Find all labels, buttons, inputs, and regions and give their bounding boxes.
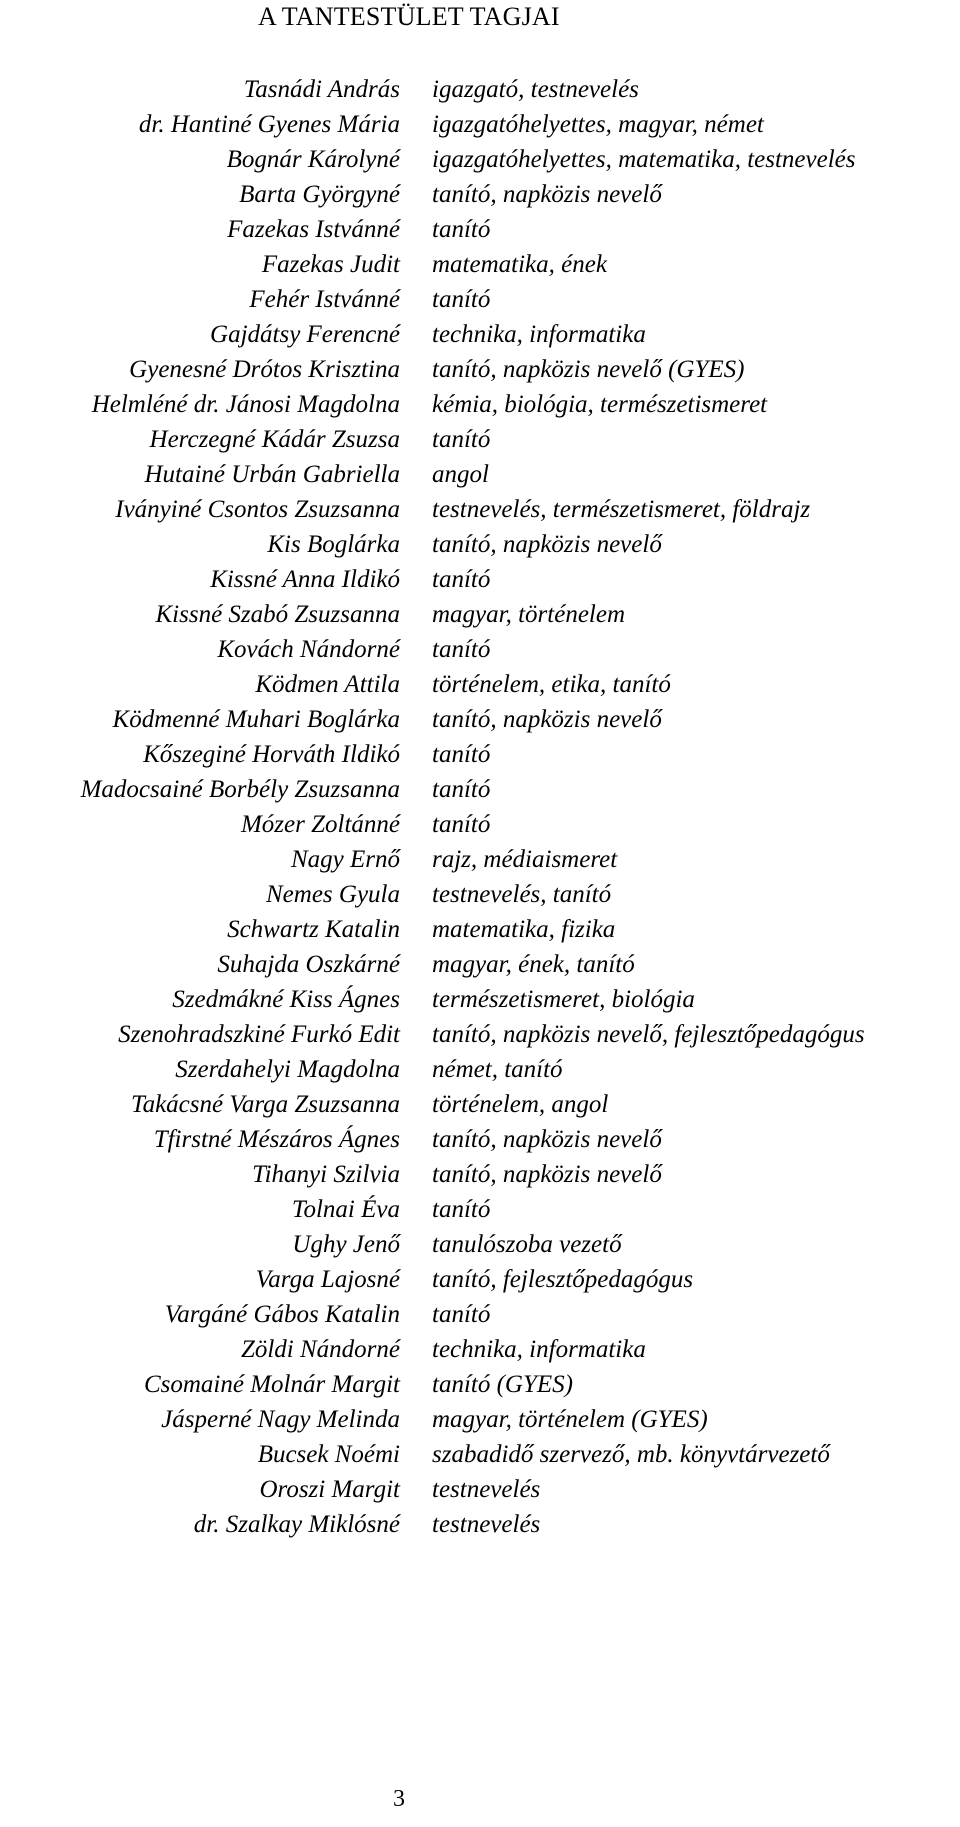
staff-row: [0, 632, 960, 667]
staff-name: Ughy Jenő: [292, 1231, 400, 1258]
staff-name: dr. Hantiné Gyenes Mária: [138, 111, 400, 138]
staff-name: Nemes Gyula: [266, 881, 400, 908]
staff-role: testnevelés, természetismeret, földrajz: [432, 496, 811, 523]
staff-row: [0, 842, 960, 877]
staff-role: tanító, fejlesztőpedagógus: [432, 1266, 694, 1293]
staff-role: kémia, biológia, természetismeret: [432, 391, 768, 418]
staff-name: Tasnádi András: [243, 76, 400, 103]
staff-row: [0, 912, 960, 947]
staff-name: Gajdátsy Ferencné: [210, 321, 400, 348]
staff-role: igazgató, testnevelés: [432, 76, 639, 103]
staff-role: tanító: [432, 426, 491, 453]
staff-name: Kissné Szabó Zsuzsanna: [155, 601, 400, 628]
staff-row: [0, 1262, 960, 1297]
staff-role: tanító: [432, 1301, 491, 1328]
staff-row: [0, 492, 960, 527]
staff-role: tanító, napközis nevelő: [432, 181, 662, 208]
staff-row: [0, 1157, 960, 1192]
staff-row: [0, 387, 960, 422]
staff-name: Schwartz Katalin: [227, 916, 400, 943]
staff-role: testnevelés: [432, 1511, 541, 1538]
staff-role: tanító: [432, 811, 491, 838]
staff-row: [0, 562, 960, 597]
staff-row: [0, 1437, 960, 1472]
staff-name: dr. Szalkay Miklósné: [193, 1511, 400, 1538]
staff-name: Suhajda Oszkárné: [217, 951, 400, 978]
staff-name: Fazekas Istvánné: [227, 216, 400, 243]
staff-role: testnevelés, tanító: [432, 881, 612, 908]
staff-role: tanító: [432, 566, 491, 593]
staff-row: [0, 947, 960, 982]
staff-row: [0, 177, 960, 212]
staff-role: tanító: [432, 776, 491, 803]
staff-name: Iványiné Csontos Zsuzsanna: [115, 496, 400, 523]
staff-row: [0, 982, 960, 1017]
staff-name: Szenohradszkiné Furkó Edit: [118, 1021, 400, 1048]
staff-role: magyar, ének, tanító: [432, 951, 635, 978]
staff-role: technika, informatika: [432, 1336, 646, 1363]
staff-role: szabadidő szervező, mb. könyvtárvezető: [432, 1441, 830, 1468]
staff-row: [0, 282, 960, 317]
staff-row: [0, 877, 960, 912]
staff-name: Mózer Zoltánné: [240, 811, 400, 838]
staff-name: Nagy Ernő: [290, 846, 400, 873]
staff-role: tanító: [432, 286, 491, 313]
staff-role: rajz, médiaismeret: [432, 846, 618, 873]
staff-row: [0, 317, 960, 352]
staff-role: történelem, angol: [432, 1091, 609, 1118]
staff-row: [0, 1122, 960, 1157]
staff-row: [0, 737, 960, 772]
staff-role: igazgatóhelyettes, matematika, testnevelés: [432, 146, 856, 173]
staff-name: Hutainé Urbán Gabriella: [144, 461, 400, 488]
staff-name: Tfirstné Mészáros Ágnes: [153, 1126, 400, 1153]
staff-name: Fazekas Judit: [261, 251, 400, 278]
staff-name: Jásperné Nagy Melinda: [161, 1406, 400, 1433]
staff-name: Szerdahelyi Magdolna: [175, 1056, 400, 1083]
staff-role: tanító, napközis nevelő: [432, 1126, 662, 1153]
staff-name: Ködmen Attila: [255, 671, 400, 698]
staff-role: angol: [432, 461, 489, 488]
staff-role: természetismeret, biológia: [432, 986, 695, 1013]
staff-role: tanító: [432, 1196, 491, 1223]
staff-row: [0, 772, 960, 807]
staff-role: tanító, napközis nevelő, fejlesztőpedagógus: [432, 1021, 865, 1048]
staff-row: [0, 1227, 960, 1262]
staff-row: [0, 1332, 960, 1367]
staff-role: tanító, napközis nevelő (GYES): [432, 356, 745, 383]
staff-row: [0, 1017, 960, 1052]
staff-name: Vargáné Gábos Katalin: [164, 1301, 400, 1328]
staff-row: [0, 1472, 960, 1507]
staff-row: [0, 1192, 960, 1227]
staff-row: [0, 72, 960, 107]
staff-row: [0, 247, 960, 282]
staff-row: [0, 1507, 960, 1542]
staff-name: Helmléné dr. Jánosi Magdolna: [91, 391, 400, 418]
staff-name: Gyenesné Drótos Krisztina: [129, 356, 400, 383]
staff-name: Kis Boglárka: [267, 531, 400, 558]
staff-name: Ködmenné Muhari Boglárka: [112, 706, 400, 733]
staff-role: technika, informatika: [432, 321, 646, 348]
staff-name: Kissné Anna Ildikó: [210, 566, 400, 593]
staff-role: matematika, fizika: [432, 916, 616, 943]
staff-name: Kőszeginé Horváth Ildikó: [143, 741, 400, 768]
staff-name: Varga Lajosné: [255, 1266, 400, 1293]
staff-role: testnevelés: [432, 1476, 541, 1503]
staff-row: [0, 212, 960, 247]
staff-role: magyar, történelem (GYES): [432, 1406, 708, 1433]
staff-row: [0, 702, 960, 737]
staff-role: magyar, történelem: [432, 601, 626, 628]
staff-row: [0, 457, 960, 492]
staff-role: német, tanító: [432, 1056, 563, 1083]
staff-role: tanító: [432, 216, 491, 243]
staff-row: [0, 352, 960, 387]
staff-row: [0, 667, 960, 702]
staff-row: [0, 1367, 960, 1402]
staff-row: [0, 142, 960, 177]
staff-role: tanító (GYES): [432, 1371, 573, 1398]
staff-role: történelem, etika, tanító: [432, 671, 671, 698]
page-title: A TANTESTÜLET TAGJAI: [258, 2, 560, 31]
staff-name: Tihanyi Szilvia: [252, 1161, 400, 1188]
staff-role: tanító, napközis nevelő: [432, 531, 662, 558]
staff-role: tanító: [432, 741, 491, 768]
staff-name: Zöldi Nándorné: [240, 1336, 400, 1363]
staff-name: Takácsné Varga Zsuzsanna: [130, 1091, 400, 1118]
staff-row: [0, 1297, 960, 1332]
staff-role: igazgatóhelyettes, magyar, német: [432, 111, 764, 138]
staff-row: [0, 527, 960, 562]
page-number: 3: [393, 1786, 405, 1812]
staff-row: [0, 1052, 960, 1087]
staff-name: Madocsainé Borbély Zsuzsanna: [80, 776, 400, 803]
staff-name: Bucsek Noémi: [257, 1441, 400, 1468]
staff-role: matematika, ének: [432, 251, 607, 278]
staff-name: Oroszi Margit: [259, 1476, 400, 1503]
staff-name: Fehér Istvánné: [249, 286, 400, 313]
staff-role: tanító: [432, 636, 491, 663]
staff-name: Kovách Nándorné: [217, 636, 400, 663]
staff-role: tanító, napközis nevelő: [432, 706, 662, 733]
staff-row: [0, 422, 960, 457]
staff-list: [0, 72, 960, 1542]
staff-row: [0, 1402, 960, 1437]
staff-role: tanulószoba vezető: [432, 1231, 622, 1258]
staff-name: Csomainé Molnár Margit: [143, 1371, 400, 1398]
staff-row: [0, 597, 960, 632]
staff-name: Bognár Károlyné: [226, 146, 400, 173]
staff-row: [0, 807, 960, 842]
staff-role: tanító, napközis nevelő: [432, 1161, 662, 1188]
staff-name: Tolnai Éva: [291, 1196, 400, 1223]
staff-name: Barta Györgyné: [239, 181, 400, 208]
staff-row: [0, 107, 960, 142]
staff-name: Herczegné Kádár Zsuzsa: [149, 426, 400, 453]
staff-name: Szedmákné Kiss Ágnes: [172, 986, 400, 1013]
staff-row: [0, 1087, 960, 1122]
